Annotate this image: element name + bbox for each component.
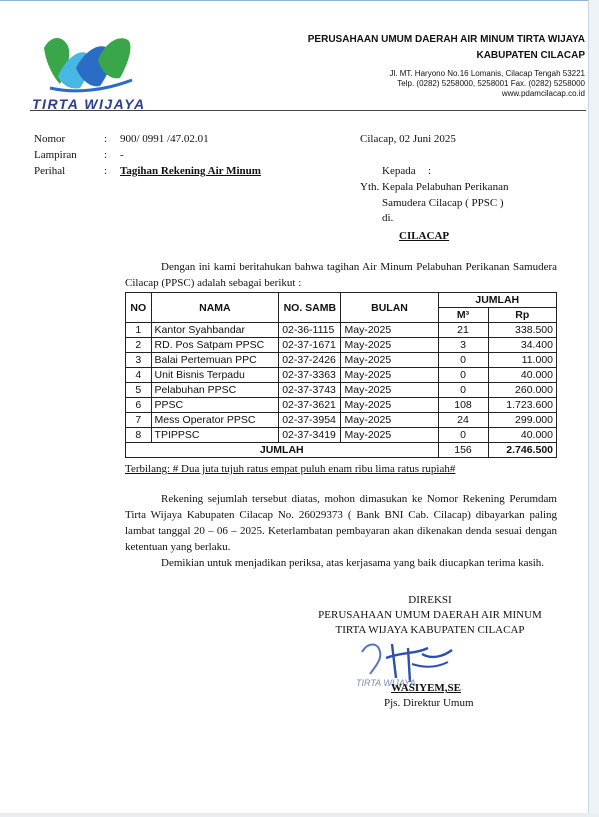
row-samb: 02-37-2426 [279,353,341,368]
company-address: Jl. MT. Haryono No.16 Lomanis, Cilacap Tengah 53221 [389,69,585,78]
recipient-line1: Yth. Kepala Pelabuhan Perikanan [360,181,509,193]
row-rp: 11.000 [488,353,556,368]
lampiran-colon: : [104,149,108,161]
row-nama: Unit Bisnis Terpadu [151,368,279,383]
table-row [126,323,557,338]
kepada-colon: : [428,165,432,177]
table-row [126,338,557,353]
row-nama: Balai Pertemuan PPC [151,353,279,368]
row-m3: 0 [438,428,488,443]
recipient-line2: Samudera Cilacap ( PPSC ) [382,197,504,209]
row-m3: 0 [438,353,488,368]
row-m3: 21 [438,323,488,338]
bottom-edge [0,813,599,817]
row-samb: 02-37-3363 [279,368,341,383]
row-m3: 24 [438,413,488,428]
perihal-value: Tagihan Rekening Air Minum [120,165,261,177]
table-row [126,413,557,428]
table-row [126,428,557,443]
tirta-wijaya-logo [36,28,136,96]
table-total-row [126,443,557,458]
payment-paragraph: Rekening sejumlah tersebut diatas, mohon dimasukan ke Nomor Rekening Perumdam Tirta Wijaya Kabupaten Cilacap No. 26029373 ( Bank BNI Cab. Cilacap) dibayarkan paling lambat tanggal 20 – 06 – 2025. Keterlambatan pembayaran akan dikenakan denda sesuai dengan ketentuan yang berlaku. [125,493,557,553]
col-samb-header: NO. SAMB [279,293,341,323]
row-rp: 338.500 [488,323,556,338]
company-phone: Telp. (0282) 5258000, 5258001 Fax. (0282) 5258000 [397,79,585,88]
perihal-colon: : [104,165,108,177]
company-regency: KABUPATEN CILACAP [476,50,585,61]
row-no: 1 [126,323,152,338]
place-date: Cilacap, 02 Juni 2025 [360,133,456,145]
table-row [126,368,557,383]
brand-name: TIRTA WIJAYA [32,96,146,112]
table-row [126,353,557,368]
closing-paragraph: Demikian untuk menjadikan periksa, atas kerjasama yang baik diucapkan terima kasih. [161,557,545,569]
row-nama: Mess Operator PPSC [151,413,279,428]
signer-name: WASIYEM,SE [391,682,461,694]
col-jumlah-header: JUMLAH [438,293,557,308]
signer-position: Pjs. Direktur Umum [384,697,474,709]
col-rp-header: Rp [488,308,556,323]
row-no: 6 [126,398,152,413]
row-bulan: May-2025 [341,428,438,443]
row-rp: 40.000 [488,428,556,443]
row-samb: 02-36-1115 [279,323,341,338]
row-samb: 02-37-3419 [279,428,341,443]
row-m3: 0 [438,383,488,398]
row-bulan: May-2025 [341,413,438,428]
row-no: 3 [126,353,152,368]
nomor-colon: : [104,133,108,145]
bill-table [125,292,557,458]
row-rp: 1.723.600 [488,398,556,413]
row-m3: 108 [438,398,488,413]
row-no: 7 [126,413,152,428]
row-bulan: May-2025 [341,368,438,383]
row-bulan: May-2025 [341,338,438,353]
perihal-label: Perihal [34,165,66,177]
right-scroll-edge [588,0,599,817]
recipient-di: di. [382,212,394,224]
row-bulan: May-2025 [341,398,438,413]
col-bulan-header: BULAN [341,293,438,323]
row-rp: 40.000 [488,368,556,383]
row-rp: 34.400 [488,338,556,353]
lampiran-value: - [120,149,124,161]
top-edge [0,0,599,5]
table-row [126,398,557,413]
row-bulan: May-2025 [341,383,438,398]
col-m3-header: M³ [438,308,488,323]
table-header-row [126,293,557,308]
row-nama: RD. Pos Satpam PPSC [151,338,279,353]
signature-title-3: TIRTA WIJAYA KABUPATEN CILACAP [335,624,525,636]
row-m3: 3 [438,338,488,353]
col-no-header: NO [126,293,152,323]
total-label: JUMLAH [126,443,439,458]
company-website: www.pdamcilacap.co.id [501,89,585,98]
table-row [126,383,557,398]
nomor-label: Nomor [34,133,66,145]
row-no: 4 [126,368,152,383]
row-nama: PPSC [151,398,279,413]
row-no: 2 [126,338,152,353]
total-rp: 2.746.500 [488,443,556,458]
row-bulan: May-2025 [341,353,438,368]
terbilang-text: Terbilang: # Dua juta tujuh ratus empat puluh enam ribu lima ratus rupiah# [125,463,456,475]
stamp-text: TIRTA WIJAYA [356,678,416,688]
signature-title-2: PERUSAHAAN UMUM DAERAH AIR MINUM [318,609,542,621]
row-m3: 0 [438,368,488,383]
row-nama: TPIPPSC [151,428,279,443]
row-samb: 02-37-3954 [279,413,341,428]
total-m3: 156 [438,443,488,458]
row-no: 5 [126,383,152,398]
intro-paragraph: Dengan ini kami beritahukan bahwa tagihan Air Minum Pelabuhan Perikanan Samudera Cilacap (PPSC) adalah sebagai berikut : [125,261,557,289]
row-nama: Pelabuhan PPSC [151,383,279,398]
row-rp: 260.000 [488,383,556,398]
row-samb: 02-37-1671 [279,338,341,353]
row-samb: 02-37-3621 [279,398,341,413]
kepada-label: Kepada [382,165,416,177]
lampiran-label: Lampiran [34,149,77,161]
nomor-value: 900/ 0991 /47.02.01 [120,133,209,145]
row-nama: Kantor Syahbandar [151,323,279,338]
company-name: PERUSAHAAN UMUM DAERAH AIR MINUM TIRTA WIJAYA [307,34,585,45]
header-divider [30,110,586,111]
col-nama-header: NAMA [151,293,279,323]
row-no: 8 [126,428,152,443]
recipient-city: CILACAP [399,230,450,242]
row-rp: 299.000 [488,413,556,428]
row-samb: 02-37-3743 [279,383,341,398]
row-bulan: May-2025 [341,323,438,338]
signature-title-1: DIREKSI [408,594,452,606]
